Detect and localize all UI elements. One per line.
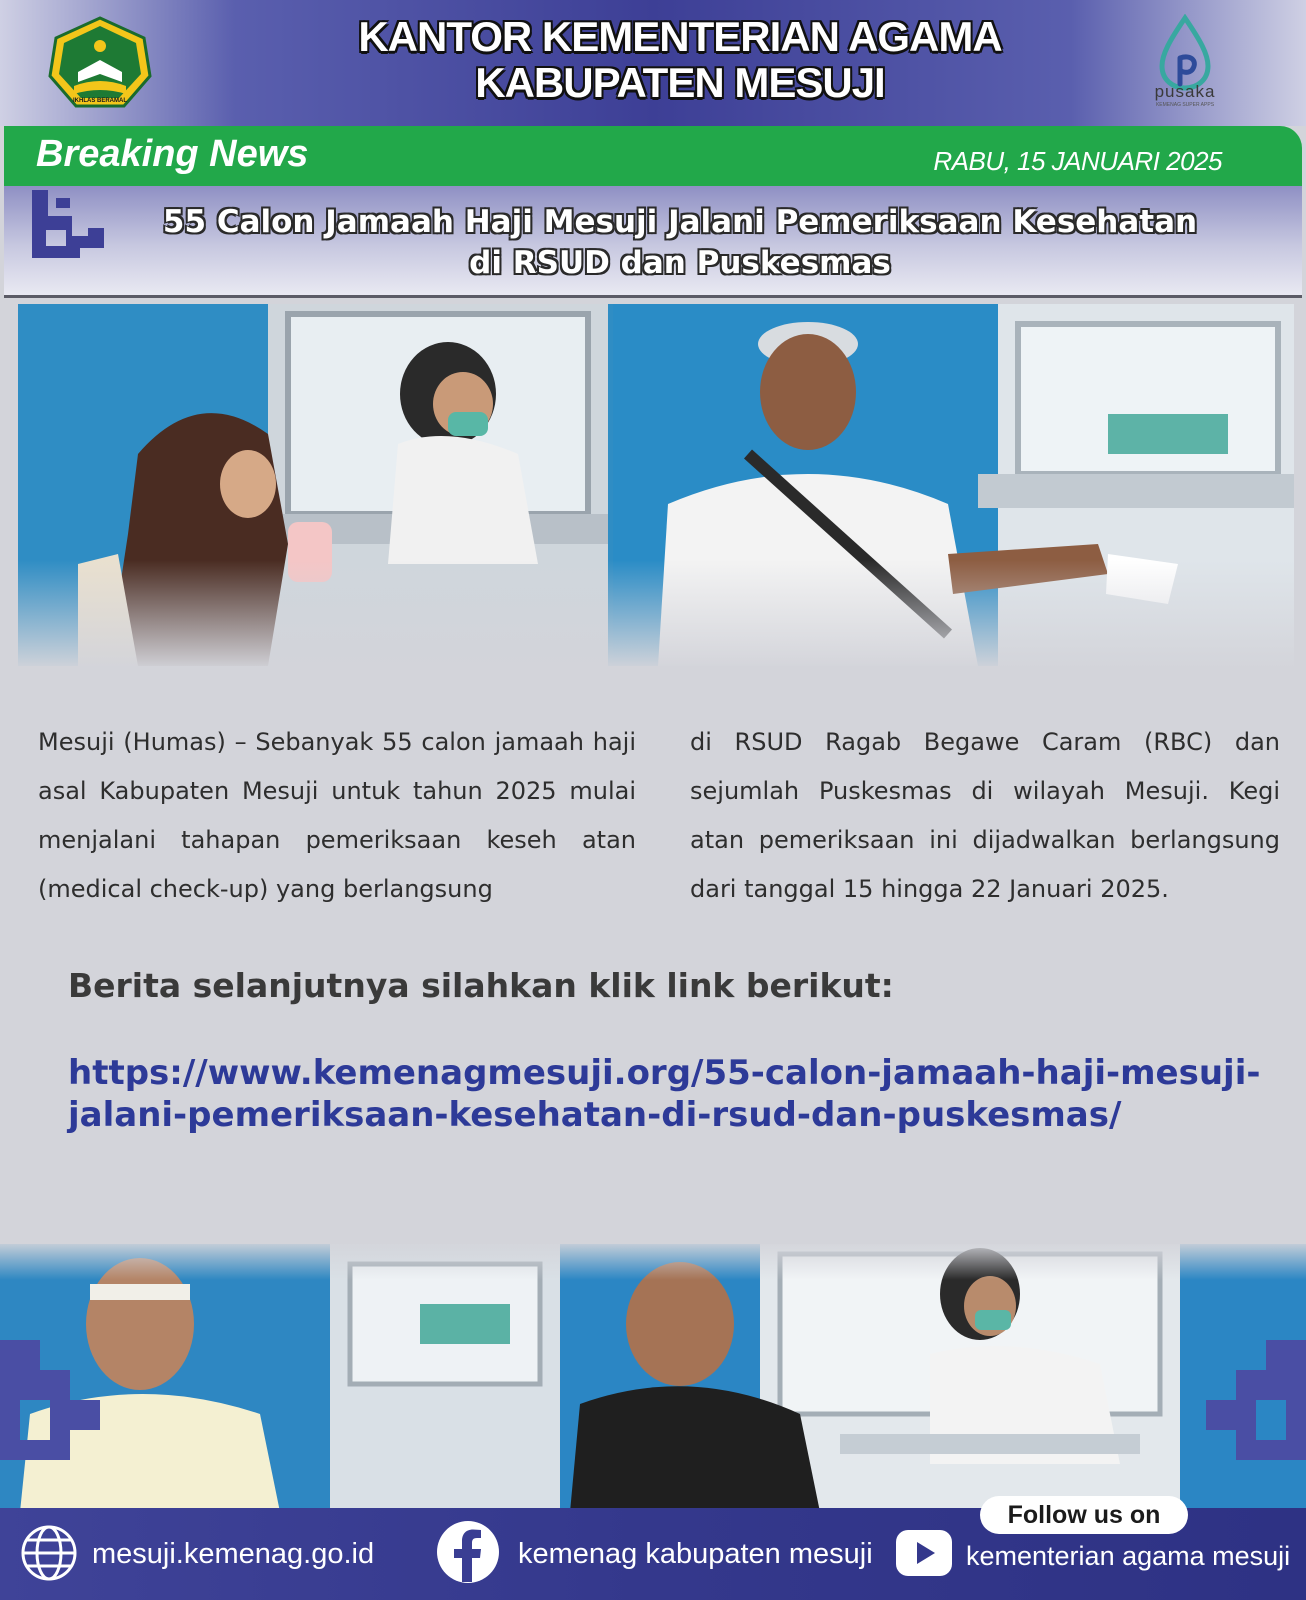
read-more-prompt: Berita selanjutnya silahkan klik link berikut: — [68, 966, 894, 1005]
photo-fade — [0, 560, 1306, 670]
logo-motto: IKHLAS BERAMAL — [73, 98, 127, 104]
pusaka-tagline: KEMENAG SUPER APPS — [1155, 102, 1215, 108]
news-date: RABU, 15 JANUARI 2025 — [933, 146, 1222, 176]
facebook-icon — [436, 1520, 500, 1584]
pusaka-label: pusaka — [1154, 82, 1216, 101]
facebook-link[interactable]: kemenag kabupaten mesuji — [518, 1538, 873, 1570]
article-link[interactable] — [68, 1052, 1268, 1136]
youtube-icon — [896, 1530, 952, 1576]
breaking-news-label: Breaking News — [36, 133, 309, 175]
article-link-line1[interactable]: https://www.kemenagmesuji.org/55-calon-jamaah-haji-mesuji- — [68, 1053, 1261, 1093]
headline — [150, 202, 1210, 284]
article-right-column: di RSUD Ragab Begawe Caram (RBC) dan sejumlah Puskesmas di wilayah Mesuji. Kegi atan pemeriksaan ini dijadwalkan berlangsung dari tanggal 15 hingga 22 Januari 2025. — [690, 728, 1280, 903]
ornament-icon — [1196, 1330, 1306, 1470]
ornament-icon — [0, 1330, 110, 1470]
article-link-line2[interactable]: jalani-pemeriksaan-kesehatan-di-rsud-dan-puskesmas/ — [68, 1095, 1122, 1135]
office-title — [260, 14, 1100, 106]
office-title-line1: KANTOR KEMENTERIAN AGAMA — [358, 13, 1002, 60]
youtube-link[interactable]: kementerian agama mesuji — [966, 1541, 1291, 1571]
headline-line1: 55 Calon Jamaah Haji Mesuji Jalani Pemeriksaan Kesehatan — [162, 204, 1198, 240]
kemenag-logo — [48, 16, 152, 110]
office-title-line2: KABUPATEN MESUJI — [475, 59, 885, 106]
follow-us-label: Follow us on — [980, 1496, 1188, 1534]
bottom-photo-strip — [0, 1244, 1306, 1512]
bottom-photo-fade — [0, 1240, 1306, 1280]
headline-line2: di RSUD dan Puskesmas — [469, 245, 891, 281]
ornament-icon — [26, 186, 110, 262]
globe-icon — [20, 1524, 78, 1582]
article-left-column: Mesuji (Humas) – Sebanyak 55 calon jamaah haji asal Kabupaten Mesuji untuk tahun 2025 mulai menjalani tahapan pemeriksaan keseh atan (medical check-up) yang berlangsung — [38, 728, 636, 903]
website-link[interactable]: mesuji.kemenag.go.id — [92, 1538, 375, 1570]
